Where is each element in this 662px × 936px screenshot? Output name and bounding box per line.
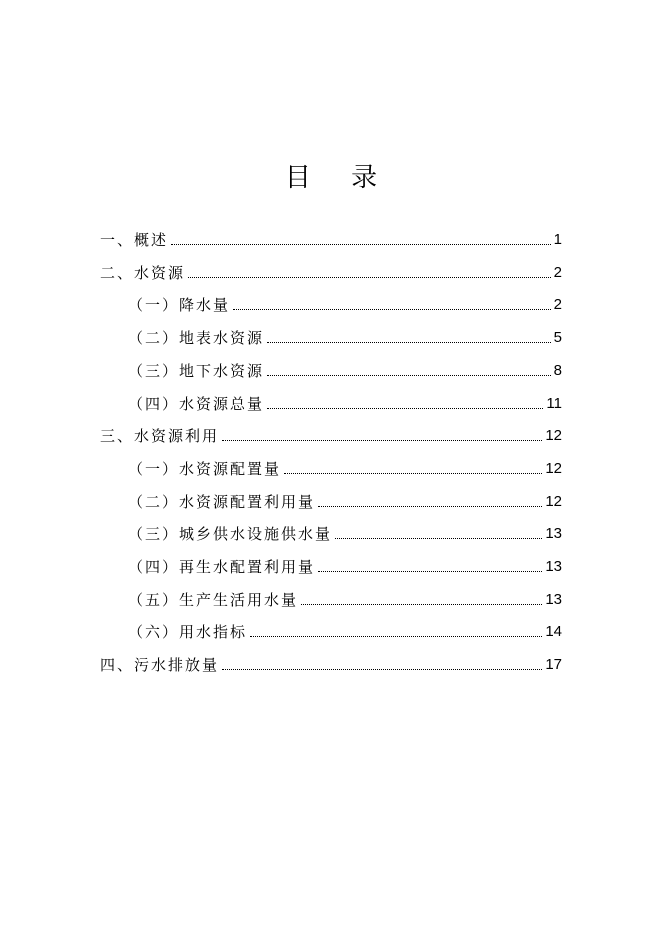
toc-entry[interactable] [128,553,562,577]
toc-entry-label: 二、水资源 [100,263,186,282]
toc-entry-label: （三）城乡供水设施供水量 [128,525,333,544]
toc-entry-page: 12 [545,459,562,477]
toc-entry-page: 14 [545,623,562,641]
toc-entry-label: （三）地下水资源 [128,361,265,380]
toc-leader-dots [301,603,542,605]
toc-leader-dots [233,308,551,310]
toc-entry-label: （一）降水量 [128,296,231,315]
toc-entry-page: 12 [545,492,562,510]
toc-entry[interactable] [100,651,562,675]
toc-entry-label: （四）水资源总量 [128,394,265,413]
toc-entry-page: 13 [545,558,562,575]
toc-leader-dots [267,407,543,409]
toc-entry[interactable] [128,291,562,315]
toc-entry-page: 5 [553,329,562,347]
toc-leader-dots [335,537,542,539]
toc-entry[interactable] [128,488,562,512]
toc-leader-dots [318,505,542,507]
toc-entry-label: （二）水资源配置利用量 [128,492,316,511]
toc-entry-label: （四）再生水配置利用量 [128,558,316,576]
toc-leader-dots [222,668,542,670]
toc-leader-dots [267,341,551,343]
toc-entry-label: （六）用水指标 [128,623,248,642]
toc-entry-page: 17 [545,656,562,674]
toc-entry-page: 8 [553,361,562,379]
toc-leader-dots [267,374,551,376]
toc-entry-label: （一）水资源配置量 [128,459,282,478]
toc-entry[interactable] [100,422,562,446]
toc-entry-label: 三、水资源利用 [100,427,220,446]
toc-entry[interactable] [128,390,562,414]
toc-entry-label: （五）生产生活用水量 [128,590,299,609]
toc-leader-dots [171,243,551,245]
toc-entry-page: 2 [553,296,562,314]
toc-entry[interactable] [128,520,562,544]
toc-entry-page: 11 [546,394,562,412]
toc-entry-page: 13 [545,525,562,543]
toc-entry-label: （二）地表水资源 [128,329,265,348]
toc-entry[interactable] [128,357,562,381]
toc-entry-page: 2 [553,263,562,281]
toc-entry-label: 一、概述 [100,231,169,249]
toc-entry[interactable] [100,259,562,283]
toc-entry-label: 四、污水排放量 [100,656,220,675]
toc-leader-dots [318,570,542,572]
toc-entry-page: 1 [553,231,562,248]
toc-leader-dots [188,276,551,278]
toc-entry[interactable] [128,324,562,348]
toc-entry[interactable] [128,586,562,610]
toc-entry-page: 13 [545,590,562,608]
toc-entry-page: 12 [545,427,562,445]
toc-leader-dots [284,472,542,474]
toc-entry[interactable] [128,618,562,642]
toc-leader-dots [250,635,542,637]
toc-entry[interactable] [100,226,562,250]
toc-entry[interactable] [128,455,562,479]
toc-leader-dots [222,439,542,441]
toc-title: 目 录 [284,163,394,193]
